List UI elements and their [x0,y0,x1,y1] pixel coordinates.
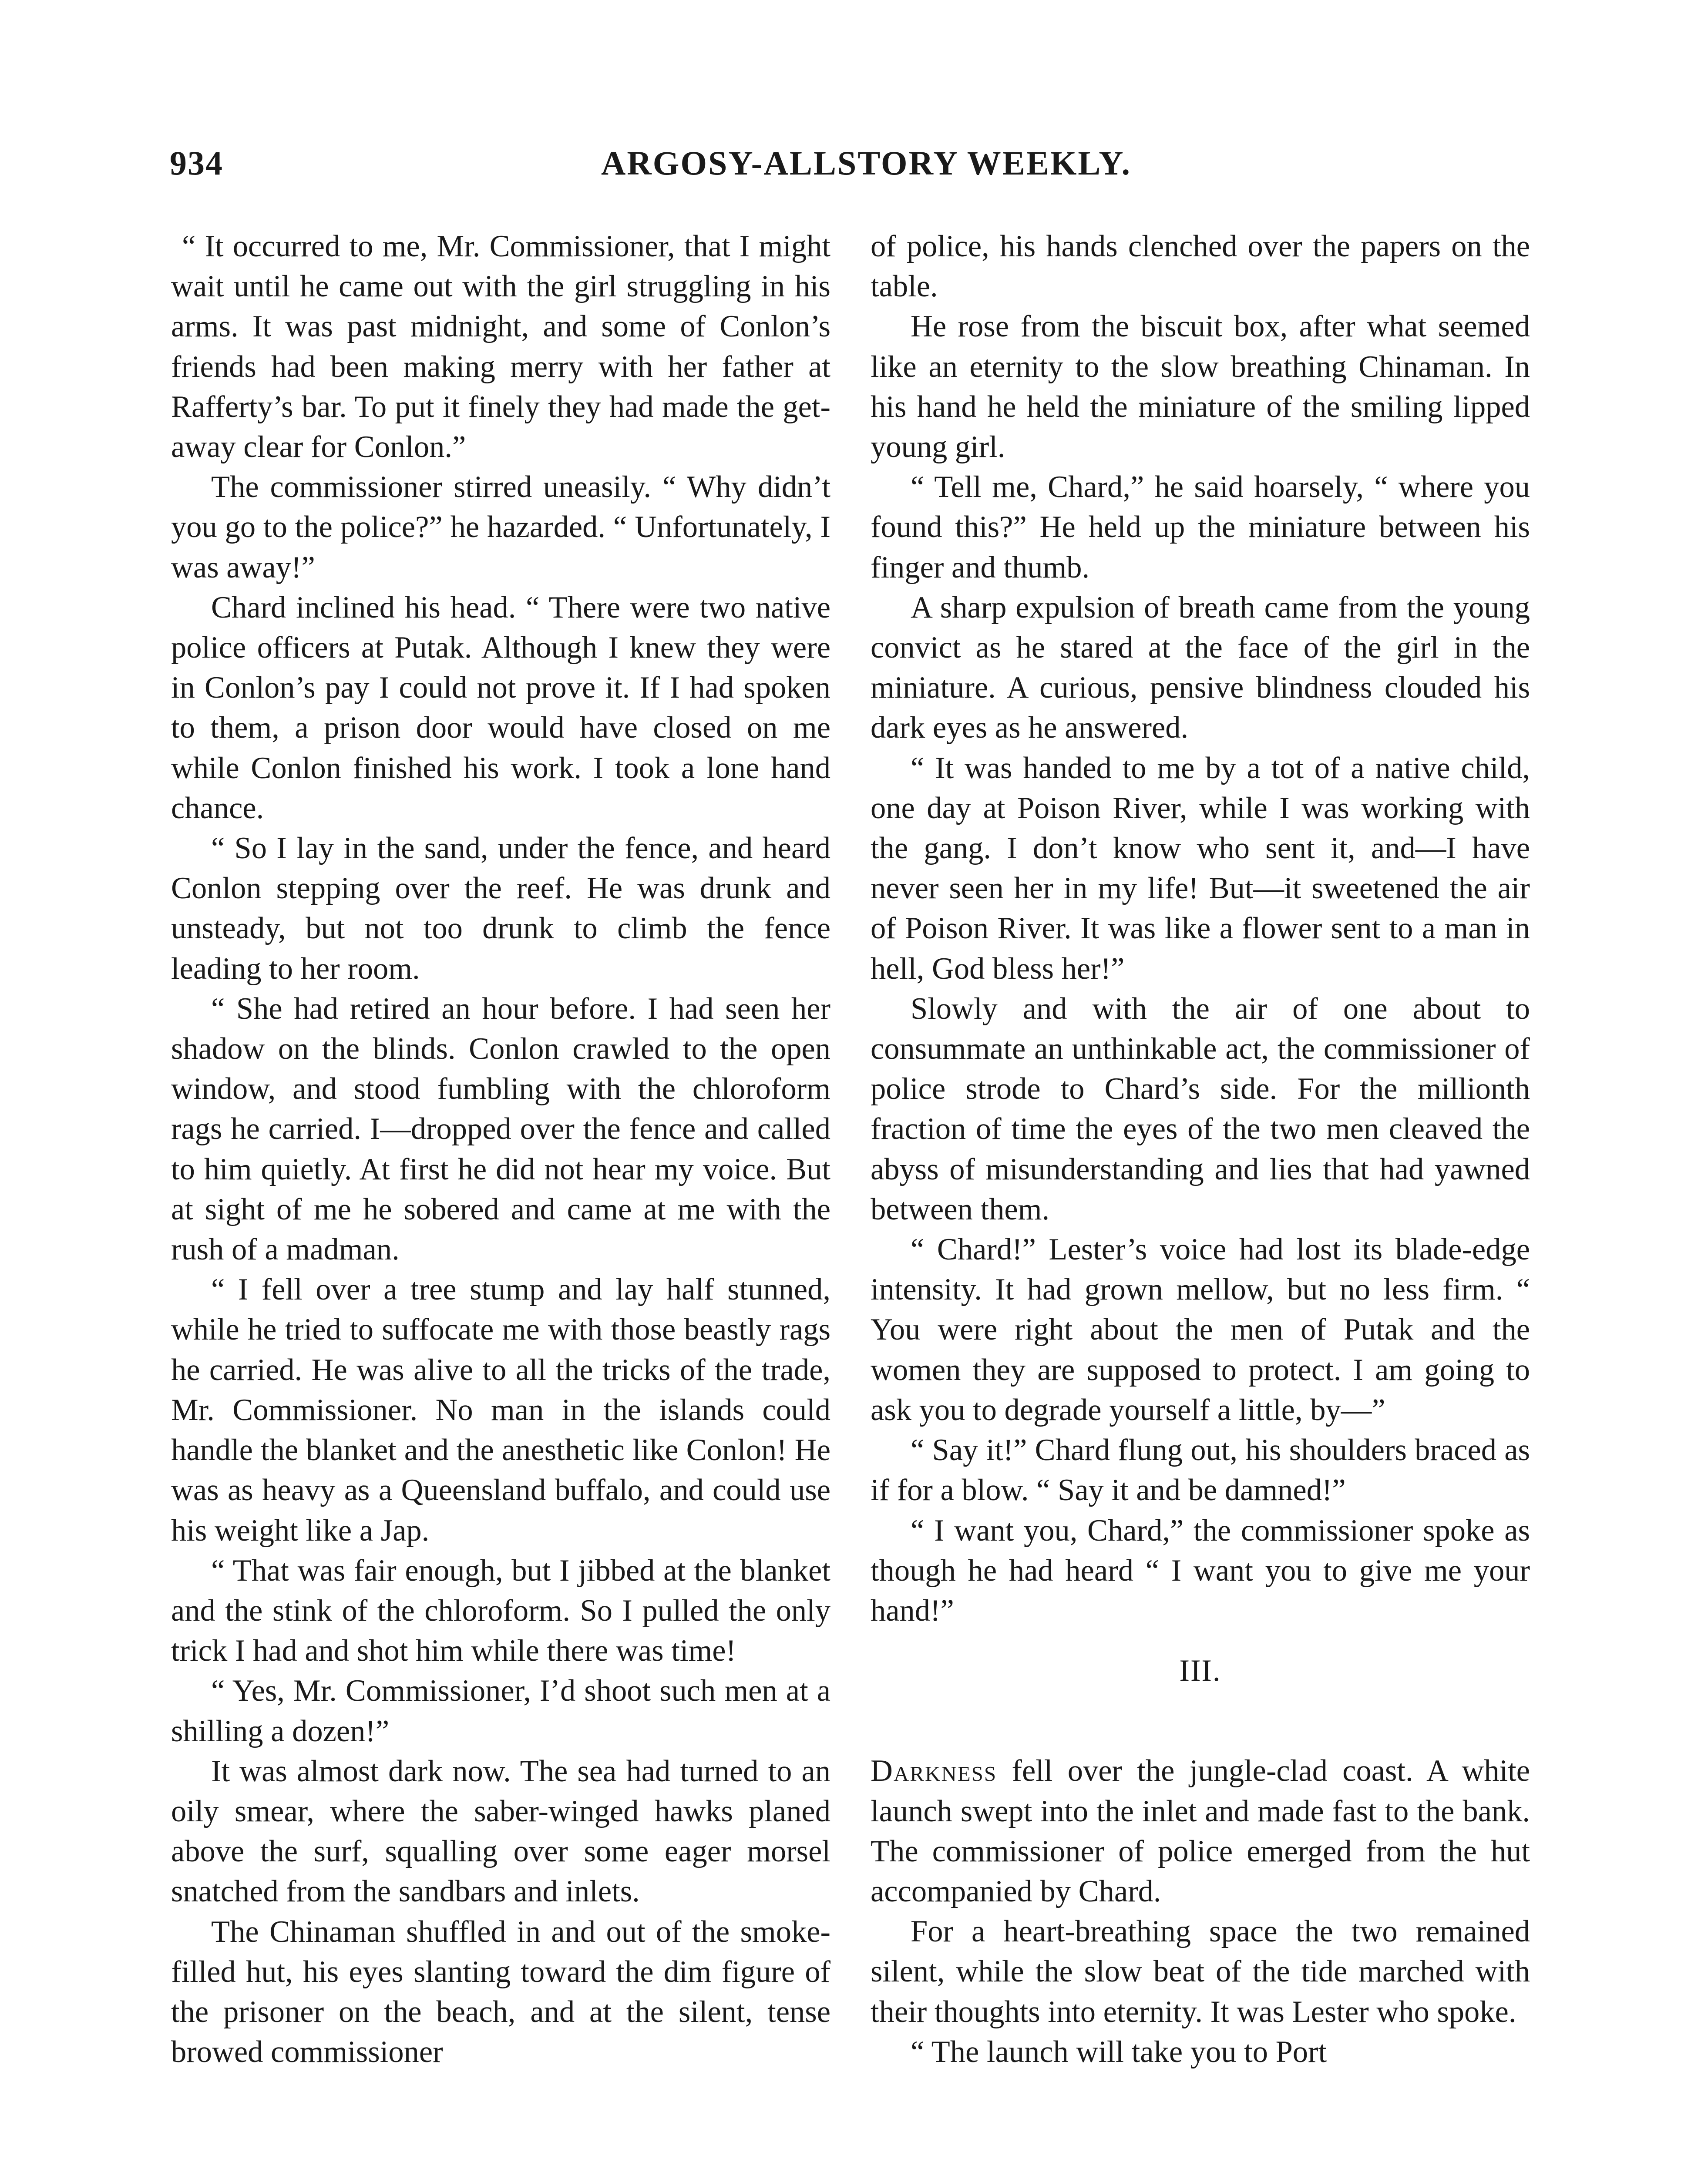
page-header [170,144,1563,205]
paragraph: “ I want you, Chard,” the commissioner spoke as though he had heard “ I want you to give me your hand!” [871,1513,1530,1628]
section-opening-word: Darkness [871,1754,997,1788]
paragraph: Slowly and with the air of one about to consummate an unthinkable act, the commissioner of police strode to Chard’s side. For the millionth fraction of time the eyes of the two men cleaved the abyss of misunderstanding and lies that had yawned between them. [871,991,1530,1226]
paragraph: “ Tell me, Chard,” he said hoarsely, “ where you found this?” He held up the miniature between his finger and thumb. [871,470,1530,584]
section-heading: III. [1179,1654,1221,1688]
paragraph: The Chinaman shuffled in and out of the smoke-filled hut, his eyes slanting toward the dim figure of the prisoner on the beach, and at the silent, tense browed commissioner [171,1914,830,2069]
paragraph: “ It was handed to me by a tot of a native child, one day at Poison River, while I was working with the gang. I don’t know who sent it, and—I have never seen her in my life! But—it sweetened the air of Poison River. It was like a flower sent to a man in hell, God bless her!” [871,751,1530,986]
left-column [171,226,830,2072]
page-number: 934 [170,144,223,182]
paragraph-continued: of police, his hands clenched over the papers on the table. [871,229,1530,304]
paragraph: “ She had retired an hour before. I had seen her shadow on the blinds. Conlon crawled to the open window, and stood fumbling with the chloroform rags he carried. I—dropped over the fence and called to him quietly. At first he did not hear my voice. But at sight of me he sobered and came at me with the rush of a madman. [171,991,830,1267]
paragraph: He rose from the biscuit box, after what seemed like an eternity to the slow breathing Chinaman. In his hand he held the miniature of the smiling lipped young girl. [871,309,1530,464]
paragraph: It was almost dark now. The sea had turned to an oily smear, where the saber-winged hawks planed above the surf, squalling over some eager morsel snatched from the sandbars and inlets. [171,1754,830,1909]
paragraph: Chard inclined his head. “ There were two native police officers at Putak. Although I knew they were in Conlon’s pay I could not prove it. If I had spoken to them, a prison door would have closed on me while Conlon finished his work. I took a lone hand chance. [171,590,830,825]
paragraph: “ Chard!” Lester’s voice had lost its blade-edge intensity. It had grown mellow, but no less firm. “ You were right about the men of Putak and the women they are supposed to protect. I am going to ask you to degrade yourself a little, by—” [871,1232,1530,1427]
paragraph: “ Yes, Mr. Commissioner, I’d shoot such men at a shilling a dozen!” [171,1674,830,1748]
paragraph: “ I fell over a tree stump and lay half stunned, while he tried to suffocate me with those beastly rags he carried. He was alive to all the tricks of the trade, Mr. Commissioner. No man in the islands could handle the blanket and the anesthetic like Conlon! He was as heavy as a Queensland buffalo, and could use his weight like a Jap. [171,1273,830,1548]
paragraph: “ That was fair enough, but I jibbed at the blanket and the stink of the chloroform. So I pulled the only trick I had and shot him while there was time! [171,1553,830,1668]
paragraph: “ So I lay in the sand, under the fence, and heard Conlon stepping over the reef. He was drunk and unsteady, but not too drunk to climb the fence leading to her room. [171,831,830,986]
paragraph: “ It occurred to me, Mr. Commissioner, that I might wait until he came out with the girl struggling in his arms. It was past midnight, and some of Conlon’s friends had been making merry with her father at Rafferty’s bar. To put it finely they had made the get-away clear for Conlon.” [171,229,830,464]
section-opening-paragraph [871,1751,1530,1911]
paragraph: A sharp expulsion of breath came from the young convict as he stared at the face of the girl in the miniature. A curious, pensive blindness clouded his dark eyes as he answered. [871,590,1530,745]
paragraph: The commissioner stirred uneasily. “ Why didn’t you go to the police?” he hazarded. “ Unfortunately, I was away!” [171,470,830,584]
paragraph: “ The launch will take you to Port [911,2035,1327,2069]
running-title: ARGOSY-ALLSTORY WEEKLY. [601,144,1131,182]
right-column [871,226,1530,2072]
section-opening-text: fell over the jungle-clad coast. A white launch swept into the inlet and made fast to the bank. The commissioner of police emerged from the hut accompanied by Chard. [871,1754,1530,1908]
paragraph: “ Say it!” Chard flung out, his shoulders braced as if for a blow. “ Say it and be damned!” [871,1433,1530,1508]
paragraph: For a heart-breathing space the two remained silent, while the slow beat of the tide marched with their thoughts into eternity. It was Lester who spoke. [871,1914,1530,2029]
